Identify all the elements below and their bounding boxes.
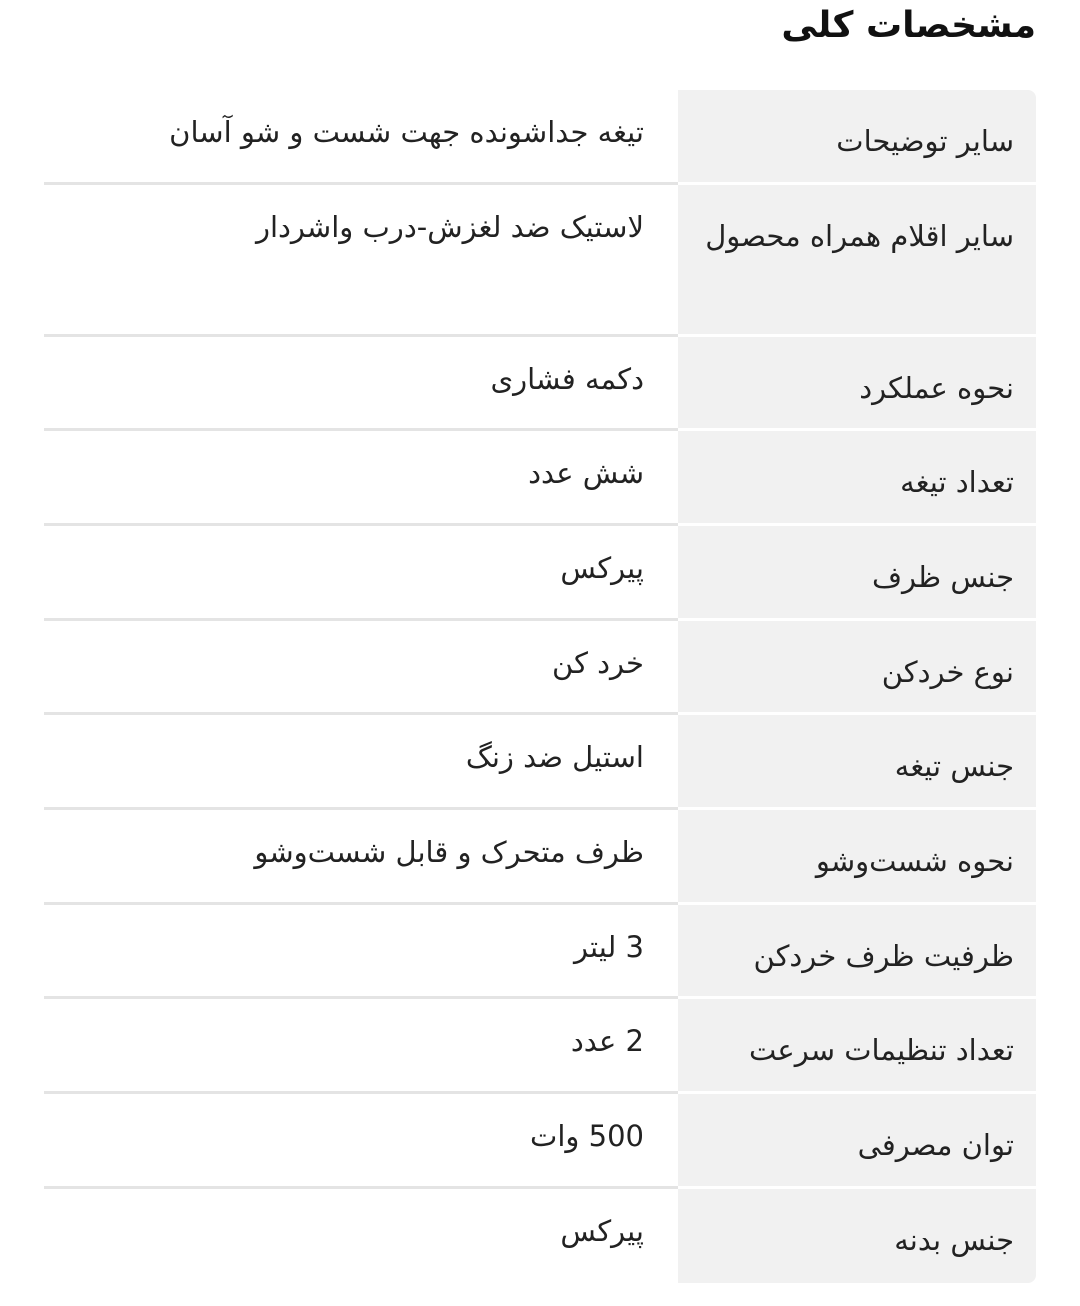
spec-row <box>44 185 1036 337</box>
spec-value: ظرف متحرک و قابل شست‌وشو <box>254 835 644 869</box>
spec-label: سایر توضیحات <box>678 90 1036 185</box>
spec-label: توان مصرفی <box>678 1094 1036 1189</box>
spec-row <box>44 810 1036 905</box>
spec-value: 2 عدد <box>570 1024 644 1058</box>
spec-value: خرد کن <box>552 646 644 680</box>
spec-value: تیغه جداشونده جهت شست و شو آسان <box>169 115 644 149</box>
spec-label: سایر اقلام همراه محصول <box>678 185 1036 337</box>
spec-value: شش عدد <box>528 456 644 490</box>
section-title: مشخصات کلی <box>781 5 1036 46</box>
spec-label: نحوه شست‌وشو <box>678 810 1036 905</box>
spec-row <box>44 715 1036 810</box>
spec-value: پیرکس <box>560 1214 644 1248</box>
spec-label: ظرفیت ظرف خردکن <box>678 905 1036 999</box>
spec-row <box>44 337 1036 431</box>
spec-row <box>44 999 1036 1094</box>
spec-value: دکمه فشاری <box>490 362 644 396</box>
spec-label: جنس ظرف <box>678 526 1036 621</box>
spec-label: تعداد تیغه <box>678 431 1036 526</box>
spec-row <box>44 905 1036 999</box>
spec-value: 3 لیتر <box>573 930 644 964</box>
spec-row <box>44 1094 1036 1189</box>
spec-row <box>44 90 1036 185</box>
spec-label: جنس تیغه <box>678 715 1036 810</box>
spec-label: نحوه عملکرد <box>678 337 1036 431</box>
spec-row <box>44 1189 1036 1283</box>
spec-value: 500 وات <box>530 1119 644 1153</box>
spec-value: استیل ضد زنگ <box>465 740 644 774</box>
spec-label: جنس بدنه <box>678 1189 1036 1283</box>
spec-label: نوع خردکن <box>678 621 1036 715</box>
spec-row <box>44 526 1036 621</box>
spec-row <box>44 621 1036 715</box>
spec-row <box>44 431 1036 526</box>
spec-value: لاستیک ضد لغزش-درب واشردار <box>255 210 644 244</box>
spec-label: تعداد تنظیمات سرعت <box>678 999 1036 1094</box>
spec-value: پیرکس <box>560 551 644 585</box>
specs-table <box>44 90 1036 1283</box>
